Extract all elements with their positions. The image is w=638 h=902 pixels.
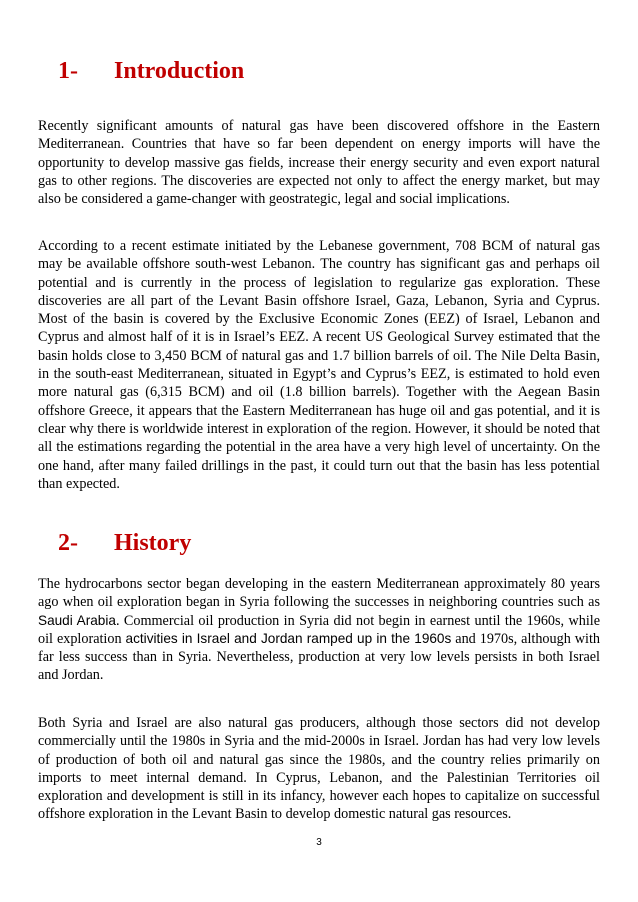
intro-paragraph-2: According to a recent estimate initiated by the Lebanese government, 708 BCM of natural gas may be available offshore south-west Lebanon. The country has significant gas and perhaps oil potential and is currently in the process of legislation to regularize gas exploration. These discoveries are all part of the Levant Basin offshore Israel, Gaza, Lebanon, Syria and Cyprus. Most of the basin is covered by the Exclusive Economic Zones (EEZ) of Israel, Lebanon and Cyprus and almost half of it is in Israel’s EEZ. A recent US Geological Survey estimated that the basin holds close to 3,450 BCM of natural gas and 1.7 billion barrels of oil. The Nile Delta Basin, in the south-east Mediterranean, situated in Egypt’s and Cyprus’s EEZ, is estimated to hold even more natural gas (6,315 BCM) and oil (1.8 billion barrels). Together with the Aegean Basin offshore Greece, it appears that the Eastern Mediterranean has huge oil and gas potential, and it is clear why there is worldwide interest in exploration of the region. However, it should be noted that all the estimations regarding the potential in the area have a very high level of uncertainty. On the one hand, after many failed drillings in the past, it could turn out that the basin has less potential than expected. (38, 238, 600, 492)
section-heading-history (38, 530, 191, 557)
text-run: The hydrocarbons sector began developing in the eastern Mediterranean approximately 80 years ago when oil exploration began in Syria following the successes in neighboring countries such as (38, 576, 600, 611)
history-paragraph-2: Both Syria and Israel are also natural gas producers, although those sectors did not develop commercially until the 1980s in Syria and the mid-2000s in Israel. Jordan has had very low levels of production of both oil and natural gas since the 1980s, and the country relies primarily on imports to meet internal demand. In Cyprus, Lebanon, and the Palestinian Territories oil exploration and development is still in its infancy, however each hopes to capitalize on successful offshore exploration in the Levant Basin to develop domestic natural gas resources. (38, 715, 600, 823)
history-paragraph-1 (38, 575, 600, 685)
page-number: 3 (316, 837, 322, 848)
section-title: Introduction (114, 58, 245, 84)
section-number: 1- (58, 58, 78, 84)
text-run-saudi-arabia: Saudi Arabia (38, 612, 116, 628)
intro-paragraph-1: Recently significant amounts of natural gas have been discovered offshore in the Eastern Mediterranean. Countries that have so far been dependent on energy imports will have the opportunity to develop massive gas fields, increase their energy security and even export natural gas to other regions. The discoveries are expected not only to affect the energy market, but may also be considered a game-changer with geostrategic, legal and social implications. (38, 118, 600, 208)
text-run-activities: activities in Israel and Jordan ramped up in the 1960s (125, 630, 452, 646)
section-heading-introduction (38, 58, 244, 85)
section-number: 2- (58, 530, 78, 556)
section-title: History (114, 530, 192, 556)
text-run: . Commercial oil production in Syria did not begin in earnest until the 1960s, while oil exploration (38, 612, 600, 647)
text-run: and 1970s, although with far less success than in Syria. Nevertheless, production at very low levels persists in both Israel and Jordan. (38, 630, 600, 684)
